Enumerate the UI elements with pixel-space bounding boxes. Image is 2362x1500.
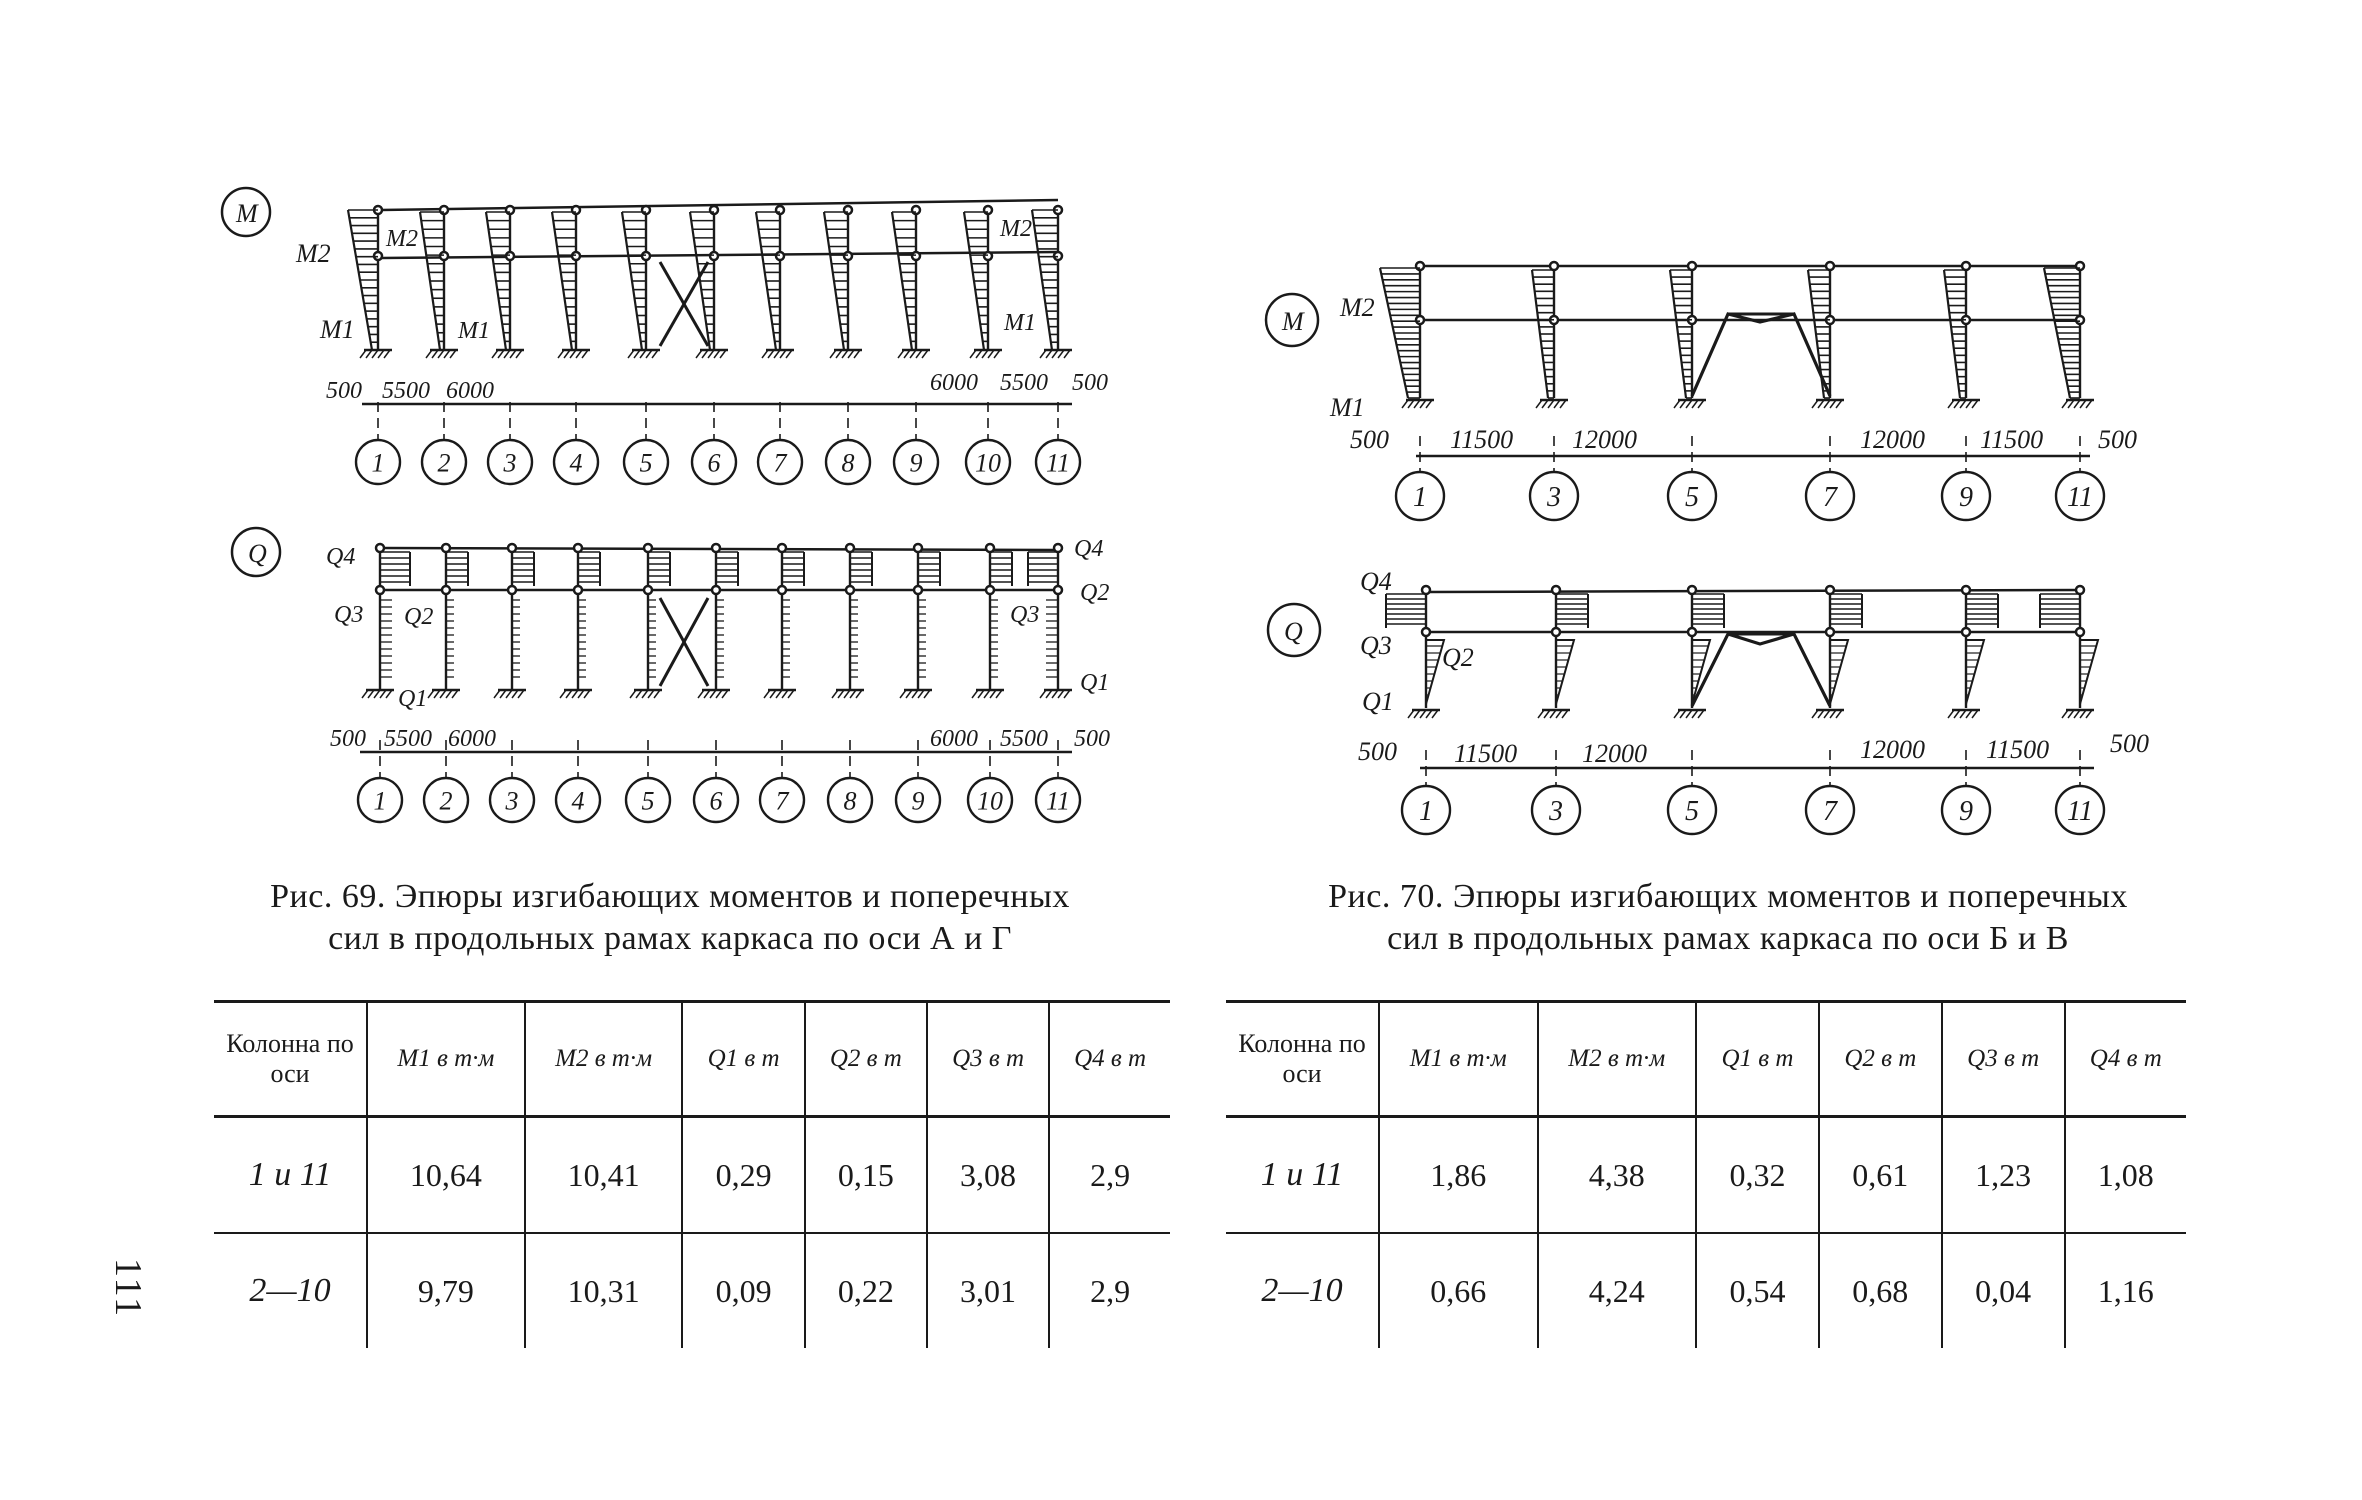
axis-marker-label: 10 bbox=[975, 448, 1001, 478]
cell: 4,24 bbox=[1538, 1233, 1697, 1348]
fig70-dim-12000-left: 12000 bbox=[1572, 425, 1637, 454]
m2-right-label: M2 bbox=[1000, 216, 1032, 242]
fig70-dim-500-right-q: 500 bbox=[2110, 729, 2149, 758]
dim-5500-left-q: 5500 bbox=[384, 726, 432, 752]
axis-marker-label: 3 bbox=[1549, 796, 1563, 828]
header-m2: M2 в т·м bbox=[1538, 1002, 1697, 1117]
axis-marker-label: 3 bbox=[1547, 482, 1561, 514]
fig70-dim-12000-right: 12000 bbox=[1860, 425, 1925, 454]
header-q2: Q2 в т bbox=[1819, 1002, 1942, 1117]
table-fig69 bbox=[214, 1000, 1170, 1348]
dim-6000-left-q: 6000 bbox=[448, 726, 496, 752]
fig70-dim-12000-right-q: 12000 bbox=[1860, 735, 1925, 764]
fig69-caption-line2: сил в продольных рамах каркаса по оси А и Г bbox=[328, 920, 1012, 957]
cell: 2—10 bbox=[1261, 1272, 1343, 1309]
q4-right-label: Q4 bbox=[1074, 536, 1104, 562]
table-fig70 bbox=[1226, 1000, 2186, 1348]
cell: 0,68 bbox=[1819, 1233, 1942, 1348]
fig69-caption-line1: Рис. 69. Эпюры изгибающих моментов и поперечных bbox=[270, 878, 1070, 915]
cell: 0,32 bbox=[1696, 1117, 1819, 1234]
m1-left-label: M1 bbox=[320, 315, 355, 344]
axis-marker-label: 9 bbox=[1959, 482, 1973, 514]
cell: 2,9 bbox=[1049, 1233, 1170, 1348]
header-column: Колонна по оси bbox=[1226, 1002, 1379, 1117]
cell: 1,86 bbox=[1379, 1117, 1538, 1234]
dim-6000-right-q: 6000 bbox=[930, 726, 978, 752]
axis-marker-label: 3 bbox=[503, 448, 517, 478]
cell: 1 и 11 bbox=[214, 1117, 367, 1234]
page-number: 111 bbox=[107, 1258, 149, 1319]
table-row bbox=[1226, 1117, 2186, 1234]
axis-marker-label: 9 bbox=[911, 786, 925, 816]
fig70-m1-label: M1 bbox=[1330, 393, 1365, 422]
fig70-q3-label: Q3 bbox=[1360, 631, 1392, 660]
table-header-row bbox=[1226, 1002, 2186, 1117]
dim-6000-left: 6000 bbox=[446, 378, 494, 404]
fig70-caption bbox=[1248, 876, 2208, 960]
fig70-dim-500-right: 500 bbox=[2098, 425, 2137, 454]
axis-marker-label: 2 bbox=[437, 448, 451, 478]
table-row bbox=[1226, 1233, 2186, 1348]
axis-marker-label: 5 bbox=[1685, 482, 1699, 514]
fig70-dim-11500-left: 11500 bbox=[1450, 425, 1514, 454]
dim-5500-right: 5500 bbox=[1000, 370, 1048, 396]
table-row bbox=[214, 1117, 1170, 1234]
header-q1: Q1 в т bbox=[1696, 1002, 1819, 1117]
q1-left-label: Q1 bbox=[398, 686, 428, 712]
q3-right-label: Q3 bbox=[1010, 602, 1040, 628]
cell: 0,66 bbox=[1379, 1233, 1538, 1348]
dim-5500-left: 5500 bbox=[382, 378, 430, 404]
fig69-caption bbox=[190, 876, 1150, 960]
header-q2: Q2 в т bbox=[805, 1002, 927, 1117]
fig70-m-label: M bbox=[1282, 307, 1304, 336]
axis-marker-label: 3 bbox=[505, 786, 519, 816]
fig69-moment-diagram bbox=[0, 0, 1180, 500]
header-q3: Q3 в т bbox=[1942, 1002, 2065, 1117]
m1-right-label: M1 bbox=[1004, 310, 1036, 336]
cell: 0,54 bbox=[1696, 1233, 1819, 1348]
q2-right-label: Q2 bbox=[1080, 580, 1110, 606]
axis-marker-label: 7 bbox=[1823, 482, 1837, 514]
cell: 10,64 bbox=[367, 1117, 525, 1234]
cell: 2,9 bbox=[1049, 1117, 1170, 1234]
cell: 2—10 bbox=[249, 1272, 331, 1309]
dim-500-left-q: 500 bbox=[330, 726, 366, 752]
cell: 1,16 bbox=[2065, 1233, 2186, 1348]
axis-marker-label: 11 bbox=[2067, 796, 2093, 828]
fig70-m2-label: M2 bbox=[1340, 293, 1375, 322]
fig70-moment-diagram bbox=[1180, 200, 2360, 540]
cell: 10,41 bbox=[525, 1117, 683, 1234]
dim-6000-right: 6000 bbox=[930, 370, 978, 396]
header-q4: Q4 в т bbox=[1049, 1002, 1170, 1117]
cell: 3,08 bbox=[927, 1117, 1049, 1234]
fig70-dim-500-left-q: 500 bbox=[1358, 737, 1397, 766]
axis-marker-label: 8 bbox=[843, 786, 857, 816]
axis-marker-label: 2 bbox=[439, 786, 453, 816]
m1-inner-label: M1 bbox=[458, 318, 490, 344]
axis-marker-label: 5 bbox=[639, 448, 653, 478]
axis-marker-label: 7 bbox=[773, 448, 787, 478]
table-header-row bbox=[214, 1002, 1170, 1117]
axis-marker-label: 9 bbox=[1959, 796, 1973, 828]
cell: 0,09 bbox=[682, 1233, 804, 1348]
fig70-q4-label: Q4 bbox=[1360, 567, 1392, 596]
dim-5500-right-q: 5500 bbox=[1000, 726, 1048, 752]
cell: 9,79 bbox=[367, 1233, 525, 1348]
axis-marker-label: 4 bbox=[571, 786, 585, 816]
fig70-dim-11500-right: 11500 bbox=[1980, 425, 2044, 454]
cell: 1,08 bbox=[2065, 1117, 2186, 1234]
axis-marker-label: 1 bbox=[1413, 482, 1427, 514]
axis-marker-label: 8 bbox=[841, 448, 855, 478]
cell: 0,61 bbox=[1819, 1117, 1942, 1234]
dim-500-left: 500 bbox=[326, 378, 362, 404]
header-q3: Q3 в т bbox=[927, 1002, 1049, 1117]
fig69-m-label: M bbox=[236, 199, 258, 228]
fig70-dim-500-left: 500 bbox=[1350, 425, 1389, 454]
axis-marker-label: 5 bbox=[641, 786, 655, 816]
axis-marker-label: 11 bbox=[2067, 482, 2093, 514]
axis-marker-label: 7 bbox=[1823, 796, 1837, 828]
fig70-caption-line2: сил в продольных рамах каркаса по оси Б и В bbox=[1387, 920, 2069, 957]
cell: 0,22 bbox=[805, 1233, 927, 1348]
axis-marker-label: 10 bbox=[977, 786, 1003, 816]
fig69-shear-diagram bbox=[0, 500, 1180, 860]
cell: 10,31 bbox=[525, 1233, 683, 1348]
axis-marker-label: 7 bbox=[775, 786, 789, 816]
cell: 4,38 bbox=[1538, 1117, 1697, 1234]
axis-marker-label: 1 bbox=[1419, 796, 1433, 828]
fig70-caption-line1: Рис. 70. Эпюры изгибающих моментов и поперечных bbox=[1328, 878, 2128, 915]
cell: 1 и 11 bbox=[1226, 1117, 1379, 1234]
q1-right-label: Q1 bbox=[1080, 670, 1110, 696]
cell: 0,04 bbox=[1942, 1233, 2065, 1348]
header-q1: Q1 в т bbox=[682, 1002, 804, 1117]
fig70-dim-11500-left-q: 11500 bbox=[1454, 739, 1518, 768]
m2-left-label: M2 bbox=[296, 239, 331, 268]
axis-marker-label: 6 bbox=[709, 786, 723, 816]
axis-marker-label: 11 bbox=[1045, 448, 1071, 478]
fig70-shear-diagram bbox=[1180, 540, 2360, 870]
cell: 0,29 bbox=[682, 1117, 804, 1234]
axis-marker-label: 1 bbox=[371, 448, 385, 478]
q4-left-label: Q4 bbox=[326, 544, 356, 570]
fig70-q-label: Q bbox=[1284, 617, 1303, 646]
header-m1: M1 в т·м bbox=[1379, 1002, 1538, 1117]
header-m2: M2 в т·м bbox=[525, 1002, 683, 1117]
fig70-q1-label: Q1 bbox=[1362, 687, 1394, 716]
dim-500-right: 500 bbox=[1072, 370, 1108, 396]
header-q4: Q4 в т bbox=[2065, 1002, 2186, 1117]
axis-marker-label: 1 bbox=[373, 786, 387, 816]
axis-marker-label: 9 bbox=[909, 448, 923, 478]
axis-marker-label: 11 bbox=[1045, 786, 1071, 816]
axis-marker-label: 5 bbox=[1685, 796, 1699, 828]
m2-inner-label: M2 bbox=[386, 226, 418, 252]
fig70-dim-11500-right-q: 11500 bbox=[1986, 735, 2050, 764]
fig70-q2-label: Q2 bbox=[1442, 643, 1474, 672]
cell: 3,01 bbox=[927, 1233, 1049, 1348]
fig70-dim-12000-left-q: 12000 bbox=[1582, 739, 1647, 768]
header-m1: M1 в т·м bbox=[367, 1002, 525, 1117]
dim-500-right-q: 500 bbox=[1074, 726, 1110, 752]
cell: 0,15 bbox=[805, 1117, 927, 1234]
cell: 1,23 bbox=[1942, 1117, 2065, 1234]
axis-marker-label: 6 bbox=[707, 448, 721, 478]
axis-marker-label: 4 bbox=[569, 448, 583, 478]
q2-left-label: Q2 bbox=[404, 604, 434, 630]
q3-left-label: Q3 bbox=[334, 602, 364, 628]
table-row bbox=[214, 1233, 1170, 1348]
fig69-q-label: Q bbox=[248, 539, 267, 568]
header-column: Колонна по оси bbox=[214, 1002, 367, 1117]
